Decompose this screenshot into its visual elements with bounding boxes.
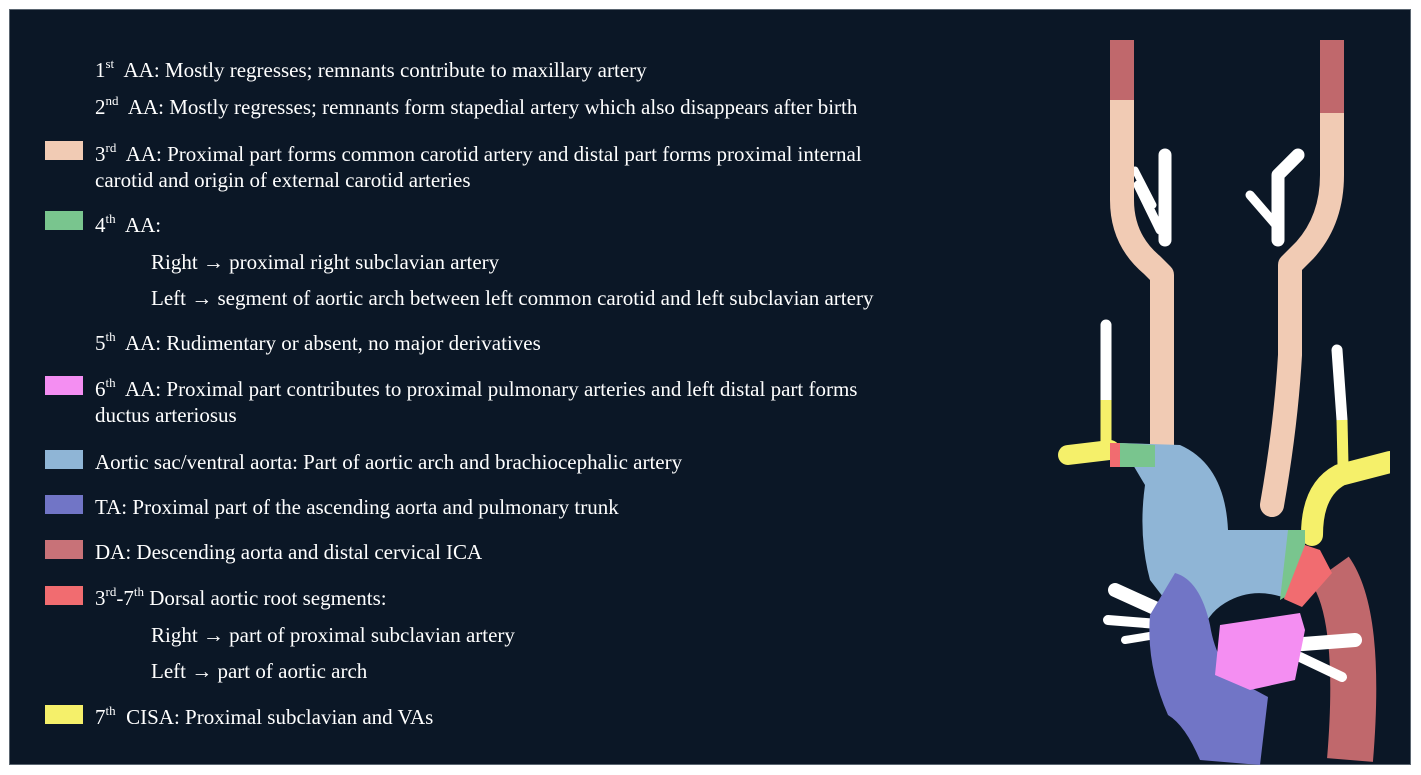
legend-swatch-aa3 (45, 141, 83, 160)
left-external-carotid (1278, 155, 1298, 240)
left-subclavian-cisa (1312, 462, 1390, 535)
right-carotid-aa3 (1122, 100, 1162, 450)
legend-swatch-cisa (45, 705, 83, 724)
legend-swatch-aa6 (45, 376, 83, 395)
diagram-panel: 1st AA: Mostly regresses; remnants contribute to maxillary artery 2nd AA: Mostly regresses; remnants form stapedial artery which also disappears after birth 3rd AA: Proximal part forms common carotid artery and distal part forms proximal internal carotid and origin of external carotid arteries 4th AA: Right → proximal right subclavian artery Left → segment of aortic arch between left common carotid and left subclavian artery 5th AA: Rudimentary or absent, no major derivatives 6th AA: Proximal part contributes to proximal pulmonary arteries and left distal part forms ductus arteriosus Aortic sac/ventral aorta: Part of aortic arch and brachiocephalic artery TA: Proximal part of the ascending aorta and pulmonary trunk DA: Descending aorta and distal cervical ICA 3rd-7th Dorsal aortic root segments: Right → part of proximal subclavian artery Left → part of aortic arch 7th CISA: Proximal subclavian and VAs (9, 9, 1411, 765)
right-dorsal-root (1110, 443, 1120, 467)
legend-dorsal-root-left: Left → part of aortic arch (151, 659, 368, 683)
legend-swatch-aortic-sac (45, 450, 83, 469)
aortic-arch-illustration (1050, 25, 1390, 765)
left-carotid-aa3 (1272, 100, 1332, 505)
legend-swatch-aa4 (45, 211, 83, 230)
legend-swatch-dorsal-root (45, 586, 83, 605)
right-4th-aa (1120, 443, 1155, 467)
descending-aorta-da (1330, 570, 1353, 760)
legend-swatch-da (45, 540, 83, 559)
right-subclavian-cisa (1068, 450, 1110, 455)
legend-aa4-right: Right → proximal right subclavian artery (151, 250, 500, 274)
legend-swatch-ta (45, 495, 83, 514)
legend-aa4-left: Left → segment of aortic arch between left common carotid and left subclavian artery (151, 286, 874, 310)
left-vertebral (1337, 350, 1342, 420)
sixth-aa-ductus (1215, 613, 1305, 690)
legend-dorsal-root-right: Right → part of proximal subclavian artery (151, 623, 515, 647)
